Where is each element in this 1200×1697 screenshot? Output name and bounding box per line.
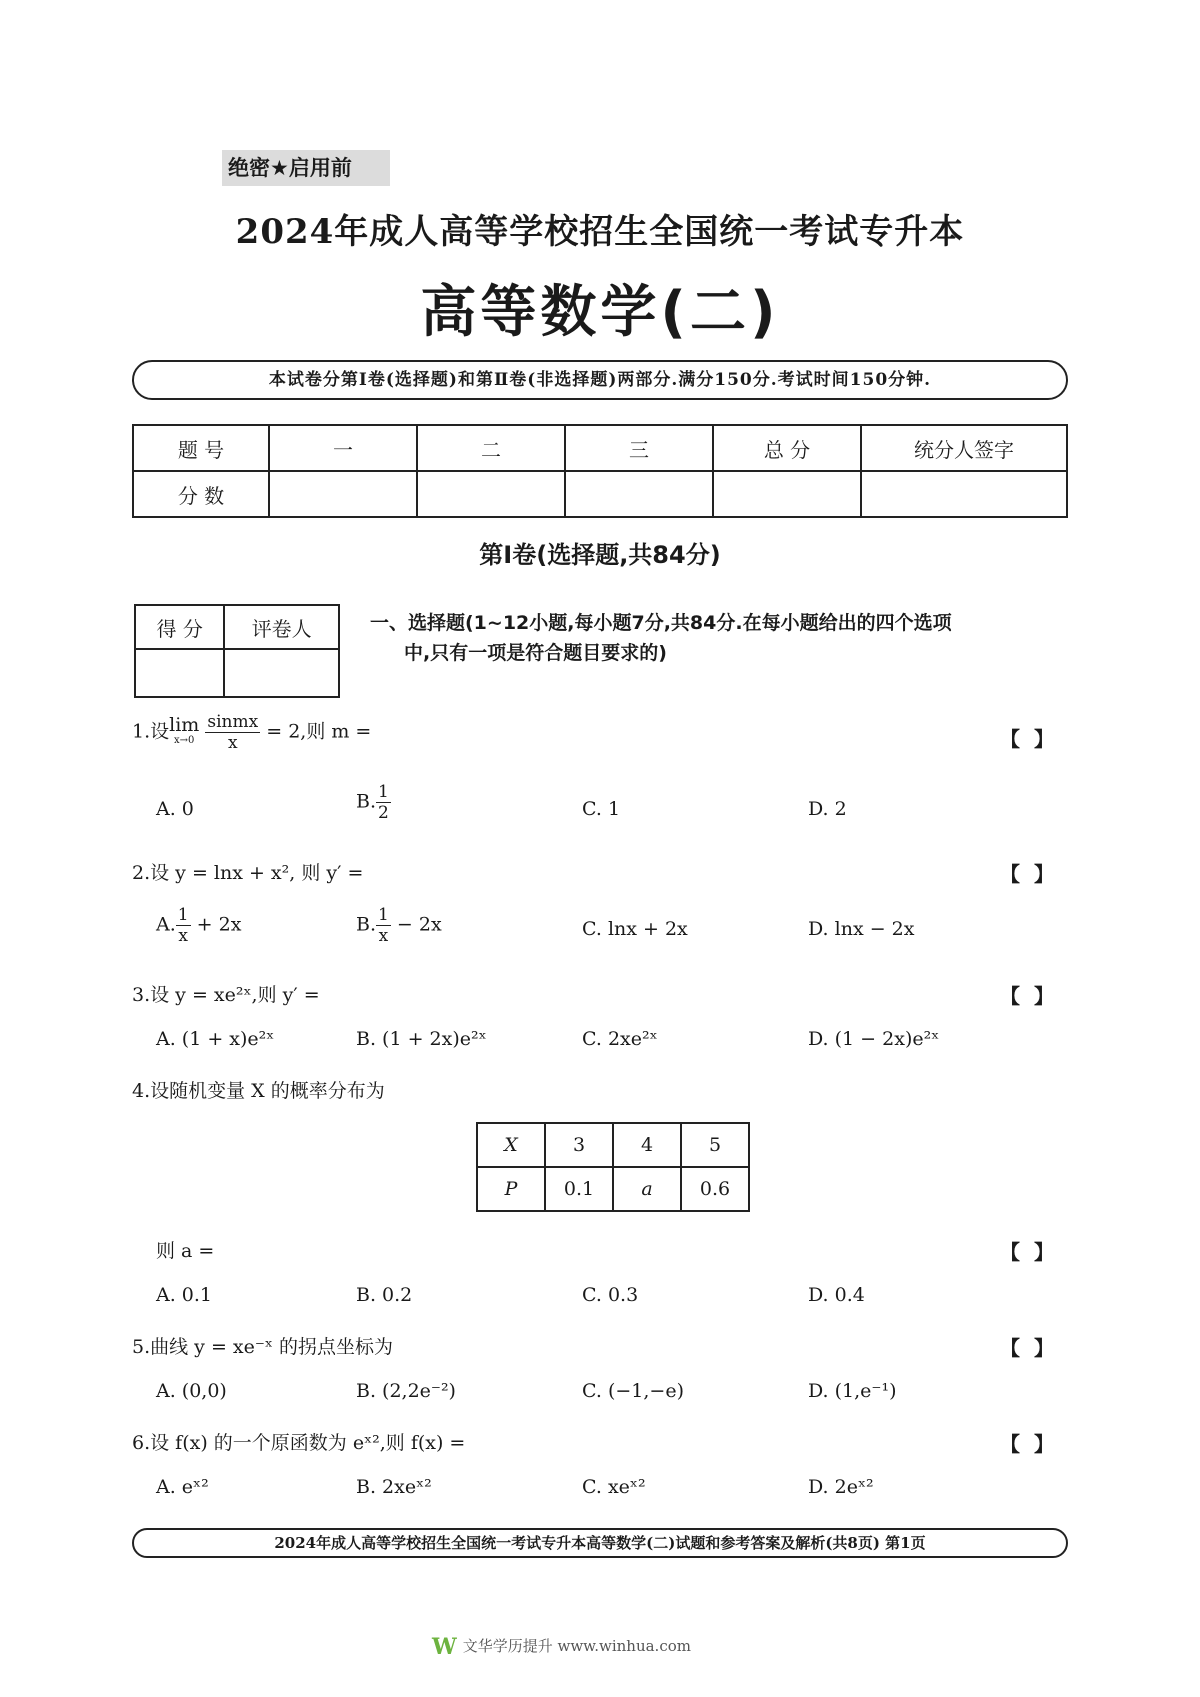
question-2-stem: 2.设 y = lnx + x², 则 y′ = [132, 862, 364, 884]
grader-header-reviewer: 评卷人 [224, 605, 339, 649]
grader-table [134, 604, 340, 698]
q3-option-a[interactable]: A. (1 + x)e²ˣ [156, 1028, 275, 1050]
score-row-label: 分 数 [133, 471, 269, 517]
q4-option-d[interactable]: D. 0.4 [808, 1284, 865, 1306]
exam-notice: 本试卷分第Ⅰ卷(选择题)和第Ⅱ卷(非选择题)两部分.满分150分.考试时间150分钟. [132, 360, 1068, 400]
grader-cell [224, 649, 339, 697]
dist-row-cell: 0.6 [681, 1167, 749, 1211]
lim-sub: x→0 [174, 734, 195, 746]
answer-bracket-5[interactable]: 【】 [1000, 1336, 1068, 1360]
q1-fraction [205, 712, 260, 753]
q2-a-suffix: + 2x [196, 913, 242, 936]
q1-suffix: = 2,则 m = [266, 720, 372, 743]
score-table [132, 424, 1068, 518]
q5-option-a[interactable]: A. (0,0) [156, 1380, 227, 1402]
answer-bracket-3[interactable]: 【】 [1000, 984, 1068, 1008]
grader-header-score: 得 分 [135, 605, 224, 649]
q4-option-a[interactable]: A. 0.1 [156, 1284, 213, 1306]
watermark [432, 1634, 691, 1660]
subject-title: 高等数学(二) [420, 280, 780, 345]
dist-row-cell: a [613, 1167, 681, 1211]
score-header-cell: 二 [417, 425, 565, 471]
q2-b-num: 1 [378, 905, 389, 925]
page-footer: 2024年成人高等学校招生全国统一考试专升本高等数学(二)试题和参考答案及解析(共8页) 第1页 [132, 1528, 1068, 1558]
limit-operator [169, 713, 200, 749]
q2-b-den: x [378, 926, 389, 946]
q1-b-prefix: B. [356, 790, 377, 813]
q1-option-d[interactable]: D. 2 [808, 798, 847, 820]
q2-option-c[interactable]: C. lnx + 2x [582, 918, 688, 940]
score-header-cell: 题 号 [133, 425, 269, 471]
part-heading-line2: 中,只有一项是符合题目要求的) [404, 642, 667, 664]
section-title: 第Ⅰ卷(选择题,共84分) [479, 541, 721, 569]
q1-den: x [227, 733, 238, 753]
q1-b-den: 2 [378, 803, 389, 823]
q5-option-b[interactable]: B. (2,2e⁻²) [356, 1380, 456, 1402]
q2-a-prefix: A. [156, 913, 176, 936]
score-header-cell: 统分人签字 [861, 425, 1067, 471]
q1-option-a[interactable]: A. 0 [156, 798, 194, 820]
dist-header-cell: 3 [545, 1123, 613, 1167]
answer-bracket-6[interactable]: 【】 [1000, 1432, 1068, 1456]
score-cell [417, 471, 565, 517]
score-cell [713, 471, 861, 517]
q2-option-b[interactable] [356, 905, 442, 946]
q3-option-d[interactable]: D. (1 − 2x)e²ˣ [808, 1028, 940, 1050]
part-heading-line1: 一、选择题(1~12小题,每小题7分,共84分.在每小题给出的四个选项 [370, 612, 952, 634]
q2-b-prefix: B. [356, 913, 377, 936]
score-header-cell: 一 [269, 425, 417, 471]
q1-option-c[interactable]: C. 1 [582, 798, 621, 820]
score-header-cell: 总 分 [713, 425, 861, 471]
probability-distribution-table [476, 1122, 750, 1212]
q6-option-b[interactable]: B. 2xeˣ² [356, 1476, 432, 1498]
q4-option-b[interactable]: B. 0.2 [356, 1284, 413, 1306]
part-heading [370, 608, 1080, 668]
q2-a-den: x [178, 926, 188, 946]
q3-option-c[interactable]: C. 2xe²ˣ [582, 1028, 658, 1050]
dist-row-cell: 0.1 [545, 1167, 613, 1211]
watermark-text: 文华学历提升 www.winhua.com [462, 1637, 691, 1655]
dist-row-cell: P [477, 1167, 545, 1211]
q2-option-a[interactable] [156, 905, 241, 946]
confidential-label: 绝密★启用前 [222, 150, 390, 186]
question-5-stem: 5.曲线 y = xe⁻ˣ 的拐点坐标为 [132, 1336, 393, 1358]
score-cell [565, 471, 713, 517]
dist-header-cell: 5 [681, 1123, 749, 1167]
q1-b-num: 1 [378, 782, 389, 802]
answer-bracket-1[interactable]: 【】 [1000, 727, 1068, 751]
q2-option-d[interactable]: D. lnx − 2x [808, 918, 915, 940]
lim-text: lim [169, 713, 200, 736]
question-6-stem: 6.设 f(x) 的一个原函数为 eˣ²,则 f(x) = [132, 1432, 466, 1454]
q1-prefix: 1.设 [132, 720, 170, 743]
grader-cell [135, 649, 224, 697]
q2-b-suffix: − 2x [396, 913, 442, 936]
q6-option-d[interactable]: D. 2eˣ² [808, 1476, 874, 1498]
q5-option-c[interactable]: C. (−1,−e) [582, 1380, 684, 1402]
score-header-cell: 三 [565, 425, 713, 471]
question-4-stem: 4.设随机变量 X 的概率分布为 [132, 1080, 385, 1102]
q2-a-num: 1 [177, 905, 189, 925]
score-cell [269, 471, 417, 517]
question-4-then: 则 a = [156, 1240, 215, 1262]
q4-option-c[interactable]: C. 0.3 [582, 1284, 639, 1306]
exam-title: 2024年成人高等学校招生全国统一考试专升本 [235, 212, 965, 252]
question-1-stem [132, 712, 371, 753]
q6-option-c[interactable]: C. xeˣ² [582, 1476, 646, 1498]
q5-option-d[interactable]: D. (1,e⁻¹) [808, 1380, 897, 1402]
q1-option-b[interactable] [356, 782, 391, 823]
dist-header-cell: X [477, 1123, 545, 1167]
answer-bracket-4[interactable]: 【】 [1000, 1240, 1068, 1264]
question-3-stem: 3.设 y = xe²ˣ,则 y′ = [132, 984, 320, 1006]
dist-header-cell: 4 [613, 1123, 681, 1167]
q3-option-b[interactable]: B. (1 + 2x)e²ˣ [356, 1028, 487, 1050]
answer-bracket-2[interactable]: 【】 [1000, 862, 1068, 886]
watermark-logo-icon: W [432, 1634, 457, 1660]
q6-option-a[interactable]: A. eˣ² [156, 1476, 209, 1498]
q1-num: sinmx [207, 712, 259, 732]
score-cell [861, 471, 1067, 517]
